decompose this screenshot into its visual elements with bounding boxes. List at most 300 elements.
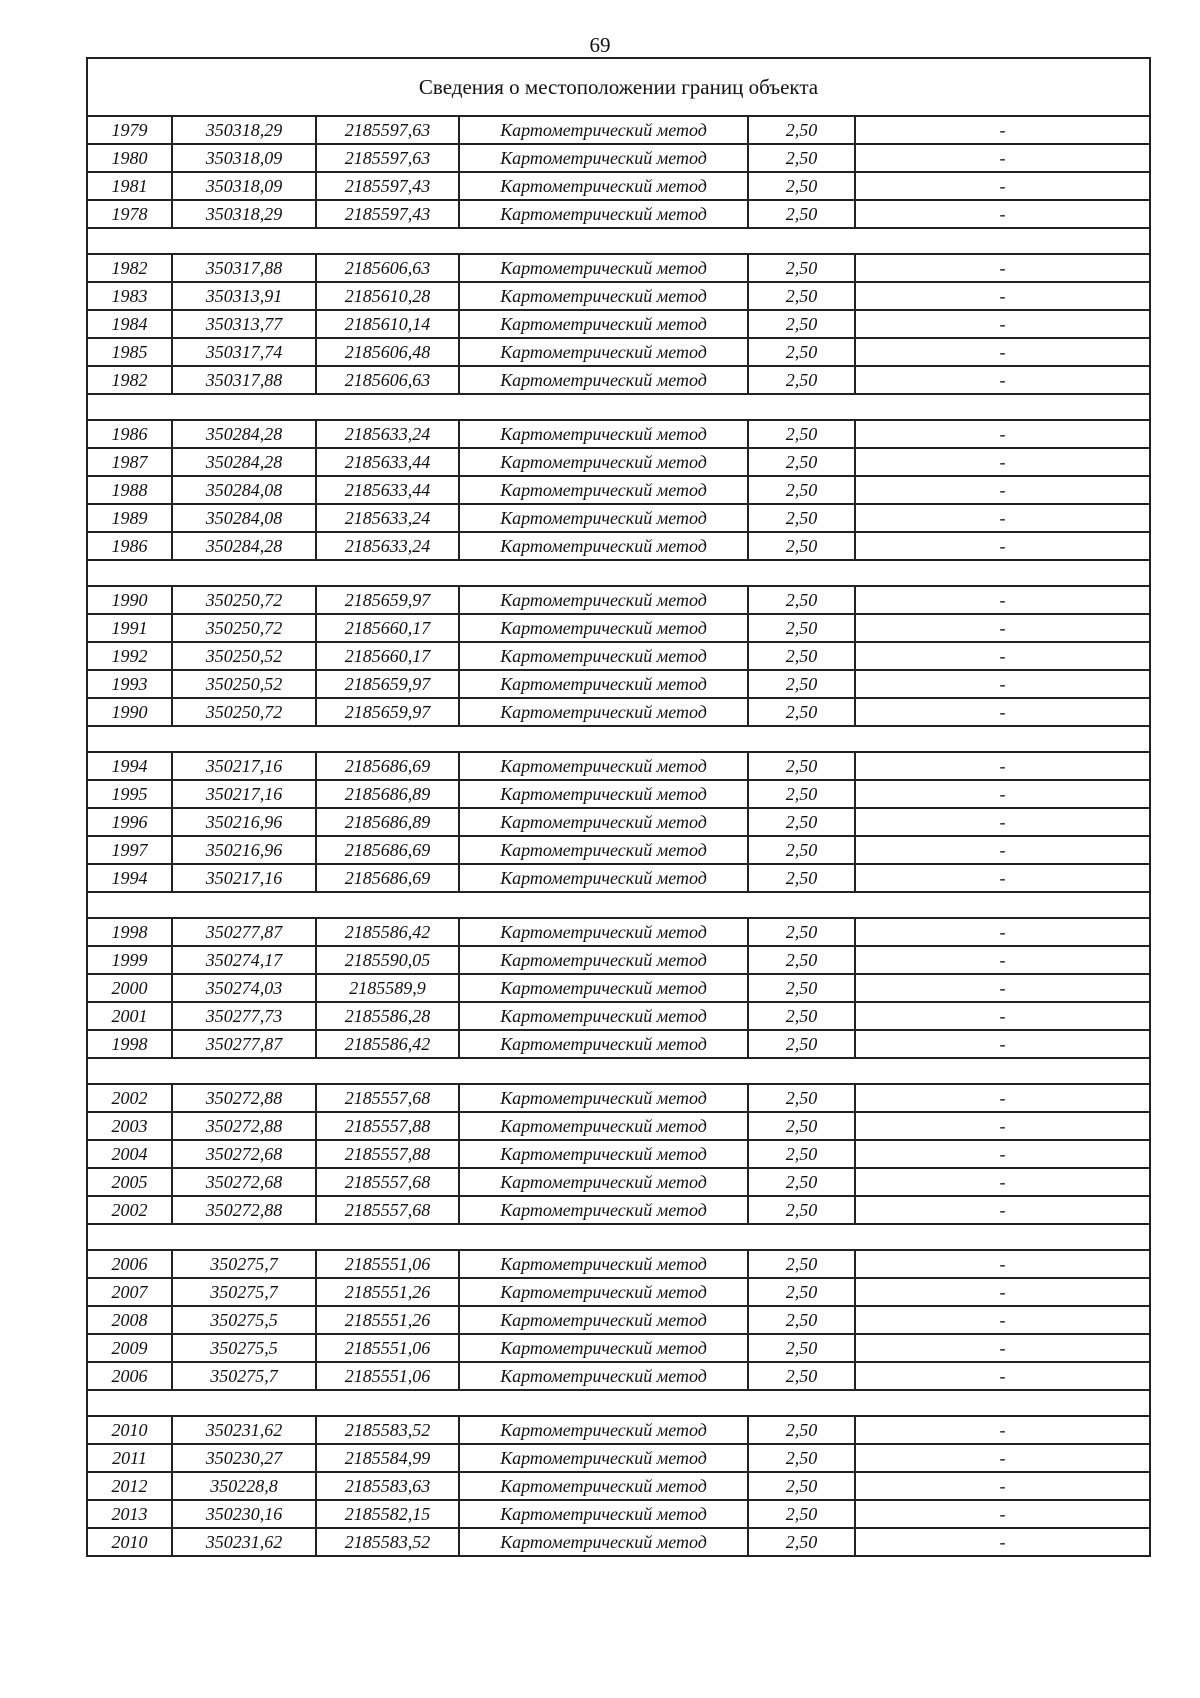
method-cell: Картометрический метод — [459, 1002, 748, 1030]
description-cell: - — [855, 1168, 1150, 1196]
description-cell: - — [855, 1306, 1150, 1334]
y-coordinate-cell: 2185659,97 — [316, 670, 459, 698]
description-cell: - — [855, 1334, 1150, 1362]
point-number-cell: 2004 — [87, 1140, 172, 1168]
method-cell: Картометрический метод — [459, 1084, 748, 1112]
page-number: 69 — [589, 33, 611, 57]
method-cell: Картометрический метод — [459, 172, 748, 200]
table-row — [87, 366, 1150, 394]
x-coordinate-cell: 350275,7 — [172, 1250, 316, 1278]
y-coordinate-cell: 2185583,52 — [316, 1528, 459, 1556]
accuracy-cell: 2,50 — [748, 310, 855, 338]
group-separator-row — [87, 228, 1150, 254]
group-separator-row — [87, 892, 1150, 918]
x-coordinate-cell: 350284,28 — [172, 448, 316, 476]
description-cell: - — [855, 366, 1150, 394]
point-number-cell: 1992 — [87, 642, 172, 670]
accuracy-cell: 2,50 — [748, 808, 855, 836]
x-coordinate-cell: 350216,96 — [172, 808, 316, 836]
method-cell: Картометрический метод — [459, 476, 748, 504]
method-cell: Картометрический метод — [459, 670, 748, 698]
x-coordinate-cell: 350317,88 — [172, 366, 316, 394]
point-number-cell: 1999 — [87, 946, 172, 974]
table-row — [87, 1416, 1150, 1444]
y-coordinate-cell: 2185633,44 — [316, 448, 459, 476]
y-coordinate-cell: 2185586,42 — [316, 918, 459, 946]
y-coordinate-cell: 2185557,68 — [316, 1196, 459, 1224]
x-coordinate-cell: 350277,73 — [172, 1002, 316, 1030]
accuracy-cell: 2,50 — [748, 1112, 855, 1140]
description-cell: - — [855, 1472, 1150, 1500]
accuracy-cell: 2,50 — [748, 1528, 855, 1556]
point-number-cell: 2006 — [87, 1250, 172, 1278]
accuracy-cell: 2,50 — [748, 698, 855, 726]
table-row — [87, 254, 1150, 282]
y-coordinate-cell: 2185557,68 — [316, 1168, 459, 1196]
table-row — [87, 864, 1150, 892]
point-number-cell: 1985 — [87, 338, 172, 366]
method-cell: Картометрический метод — [459, 282, 748, 310]
point-number-cell: 1978 — [87, 200, 172, 228]
accuracy-cell: 2,50 — [748, 532, 855, 560]
method-cell: Картометрический метод — [459, 1168, 748, 1196]
y-coordinate-cell: 2185633,44 — [316, 476, 459, 504]
table-body — [87, 58, 1150, 1556]
y-coordinate-cell: 2185597,43 — [316, 200, 459, 228]
x-coordinate-cell: 350216,96 — [172, 836, 316, 864]
group-separator-row — [87, 1390, 1150, 1416]
y-coordinate-cell: 2185686,69 — [316, 864, 459, 892]
x-coordinate-cell: 350217,16 — [172, 864, 316, 892]
point-number-cell: 1990 — [87, 698, 172, 726]
table-row — [87, 1306, 1150, 1334]
accuracy-cell: 2,50 — [748, 670, 855, 698]
table-row — [87, 1140, 1150, 1168]
group-separator-row — [87, 394, 1150, 420]
table-row — [87, 504, 1150, 532]
point-number-cell: 1995 — [87, 780, 172, 808]
x-coordinate-cell: 350274,03 — [172, 974, 316, 1002]
method-cell: Картометрический метод — [459, 1250, 748, 1278]
table-row — [87, 1168, 1150, 1196]
description-cell: - — [855, 1278, 1150, 1306]
point-number-cell: 1990 — [87, 586, 172, 614]
point-number-cell: 2012 — [87, 1472, 172, 1500]
description-cell: - — [855, 1030, 1150, 1058]
table-row — [87, 1500, 1150, 1528]
description-cell: - — [855, 144, 1150, 172]
accuracy-cell: 2,50 — [748, 1362, 855, 1390]
y-coordinate-cell: 2185686,69 — [316, 752, 459, 780]
y-coordinate-cell: 2185597,63 — [316, 144, 459, 172]
y-coordinate-cell: 2185659,97 — [316, 698, 459, 726]
description-cell: - — [855, 1528, 1150, 1556]
y-coordinate-cell: 2185633,24 — [316, 420, 459, 448]
y-coordinate-cell: 2185586,42 — [316, 1030, 459, 1058]
point-number-cell: 2009 — [87, 1334, 172, 1362]
y-coordinate-cell: 2185686,89 — [316, 780, 459, 808]
x-coordinate-cell: 350318,29 — [172, 200, 316, 228]
accuracy-cell: 2,50 — [748, 642, 855, 670]
method-cell: Картометрический метод — [459, 310, 748, 338]
x-coordinate-cell: 350318,09 — [172, 172, 316, 200]
description-cell: - — [855, 1250, 1150, 1278]
description-cell: - — [855, 1362, 1150, 1390]
description-cell: - — [855, 1416, 1150, 1444]
x-coordinate-cell: 350284,28 — [172, 532, 316, 560]
point-number-cell: 1981 — [87, 172, 172, 200]
accuracy-cell: 2,50 — [748, 448, 855, 476]
method-cell: Картометрический метод — [459, 1030, 748, 1058]
description-cell: - — [855, 780, 1150, 808]
method-cell: Картометрический метод — [459, 780, 748, 808]
method-cell: Картометрический метод — [459, 504, 748, 532]
accuracy-cell: 2,50 — [748, 864, 855, 892]
accuracy-cell: 2,50 — [748, 282, 855, 310]
table-row — [87, 172, 1150, 200]
point-number-cell: 2013 — [87, 1500, 172, 1528]
accuracy-cell: 2,50 — [748, 614, 855, 642]
table-row — [87, 1334, 1150, 1362]
table-row — [87, 448, 1150, 476]
point-number-cell: 1991 — [87, 614, 172, 642]
table-row — [87, 420, 1150, 448]
method-cell: Картометрический метод — [459, 836, 748, 864]
group-separator-cell — [87, 1224, 1150, 1250]
table-row — [87, 752, 1150, 780]
table-row — [87, 780, 1150, 808]
description-cell: - — [855, 752, 1150, 780]
x-coordinate-cell: 350272,68 — [172, 1140, 316, 1168]
group-separator-row — [87, 1058, 1150, 1084]
x-coordinate-cell: 350275,5 — [172, 1306, 316, 1334]
accuracy-cell: 2,50 — [748, 1084, 855, 1112]
method-cell: Картометрический метод — [459, 1196, 748, 1224]
point-number-cell: 1980 — [87, 144, 172, 172]
point-number-cell: 2011 — [87, 1444, 172, 1472]
accuracy-cell: 2,50 — [748, 1250, 855, 1278]
accuracy-cell: 2,50 — [748, 1472, 855, 1500]
table-row — [87, 200, 1150, 228]
table-row — [87, 1472, 1150, 1500]
method-cell: Картометрический метод — [459, 448, 748, 476]
description-cell: - — [855, 974, 1150, 1002]
table-row — [87, 1112, 1150, 1140]
x-coordinate-cell: 350228,8 — [172, 1472, 316, 1500]
accuracy-cell: 2,50 — [748, 116, 855, 144]
x-coordinate-cell: 350272,68 — [172, 1168, 316, 1196]
table-row — [87, 1528, 1150, 1556]
point-number-cell: 1983 — [87, 282, 172, 310]
method-cell: Картометрический метод — [459, 254, 748, 282]
method-cell: Картометрический метод — [459, 1528, 748, 1556]
x-coordinate-cell: 350275,7 — [172, 1362, 316, 1390]
table-row — [87, 614, 1150, 642]
table-title-row — [87, 58, 1150, 116]
y-coordinate-cell: 2185557,88 — [316, 1140, 459, 1168]
method-cell: Картометрический метод — [459, 974, 748, 1002]
point-number-cell: 1996 — [87, 808, 172, 836]
accuracy-cell: 2,50 — [748, 366, 855, 394]
point-number-cell: 2000 — [87, 974, 172, 1002]
y-coordinate-cell: 2185551,26 — [316, 1306, 459, 1334]
x-coordinate-cell: 350231,62 — [172, 1416, 316, 1444]
table-row — [87, 1002, 1150, 1030]
table-row — [87, 918, 1150, 946]
description-cell: - — [855, 1500, 1150, 1528]
group-separator-cell — [87, 892, 1150, 918]
x-coordinate-cell: 350318,29 — [172, 116, 316, 144]
method-cell: Картометрический метод — [459, 1472, 748, 1500]
description-cell: - — [855, 946, 1150, 974]
y-coordinate-cell: 2185557,68 — [316, 1084, 459, 1112]
x-coordinate-cell: 350313,77 — [172, 310, 316, 338]
table-row — [87, 946, 1150, 974]
point-number-cell: 1989 — [87, 504, 172, 532]
y-coordinate-cell: 2185606,63 — [316, 366, 459, 394]
accuracy-cell: 2,50 — [748, 836, 855, 864]
x-coordinate-cell: 350317,74 — [172, 338, 316, 366]
group-separator-cell — [87, 1390, 1150, 1416]
point-number-cell: 1994 — [87, 864, 172, 892]
x-coordinate-cell: 350275,7 — [172, 1278, 316, 1306]
description-cell: - — [855, 1444, 1150, 1472]
table-row — [87, 1030, 1150, 1058]
y-coordinate-cell: 2185686,89 — [316, 808, 459, 836]
point-number-cell: 2001 — [87, 1002, 172, 1030]
method-cell: Картометрический метод — [459, 1306, 748, 1334]
point-number-cell: 2007 — [87, 1278, 172, 1306]
method-cell: Картометрический метод — [459, 200, 748, 228]
x-coordinate-cell: 350272,88 — [172, 1112, 316, 1140]
accuracy-cell: 2,50 — [748, 254, 855, 282]
table-row — [87, 1084, 1150, 1112]
x-coordinate-cell: 350274,17 — [172, 946, 316, 974]
y-coordinate-cell: 2185557,88 — [316, 1112, 459, 1140]
x-coordinate-cell: 350250,52 — [172, 670, 316, 698]
y-coordinate-cell: 2185551,06 — [316, 1334, 459, 1362]
accuracy-cell: 2,50 — [748, 1444, 855, 1472]
point-number-cell: 1986 — [87, 532, 172, 560]
point-number-cell: 1998 — [87, 1030, 172, 1058]
method-cell: Картометрический метод — [459, 614, 748, 642]
point-number-cell: 1988 — [87, 476, 172, 504]
method-cell: Картометрический метод — [459, 1362, 748, 1390]
method-cell: Картометрический метод — [459, 752, 748, 780]
accuracy-cell: 2,50 — [748, 200, 855, 228]
method-cell: Картометрический метод — [459, 642, 748, 670]
accuracy-cell: 2,50 — [748, 504, 855, 532]
table-row — [87, 642, 1150, 670]
group-separator-cell — [87, 560, 1150, 586]
description-cell: - — [855, 698, 1150, 726]
y-coordinate-cell: 2185610,14 — [316, 310, 459, 338]
accuracy-cell: 2,50 — [748, 144, 855, 172]
method-cell: Картометрический метод — [459, 1334, 748, 1362]
x-coordinate-cell: 350230,27 — [172, 1444, 316, 1472]
accuracy-cell: 2,50 — [748, 946, 855, 974]
group-separator-row — [87, 726, 1150, 752]
group-separator-cell — [87, 726, 1150, 752]
accuracy-cell: 2,50 — [748, 918, 855, 946]
accuracy-cell: 2,50 — [748, 1196, 855, 1224]
x-coordinate-cell: 350250,52 — [172, 642, 316, 670]
table-row — [87, 116, 1150, 144]
group-separator-row — [87, 1224, 1150, 1250]
point-number-cell: 1979 — [87, 116, 172, 144]
x-coordinate-cell: 350313,91 — [172, 282, 316, 310]
point-number-cell: 2010 — [87, 1528, 172, 1556]
x-coordinate-cell: 350217,16 — [172, 780, 316, 808]
y-coordinate-cell: 2185551,06 — [316, 1250, 459, 1278]
description-cell: - — [855, 918, 1150, 946]
y-coordinate-cell: 2185583,63 — [316, 1472, 459, 1500]
description-cell: - — [855, 420, 1150, 448]
method-cell: Картометрический метод — [459, 918, 748, 946]
group-separator-row — [87, 560, 1150, 586]
point-number-cell: 2006 — [87, 1362, 172, 1390]
y-coordinate-cell: 2185597,63 — [316, 116, 459, 144]
y-coordinate-cell: 2185633,24 — [316, 532, 459, 560]
description-cell: - — [855, 642, 1150, 670]
method-cell: Картометрический метод — [459, 366, 748, 394]
group-separator-cell — [87, 1058, 1150, 1084]
point-number-cell: 1982 — [87, 366, 172, 394]
description-cell: - — [855, 1002, 1150, 1030]
table-row — [87, 282, 1150, 310]
y-coordinate-cell: 2185597,43 — [316, 172, 459, 200]
accuracy-cell: 2,50 — [748, 752, 855, 780]
table-row — [87, 836, 1150, 864]
point-number-cell: 2003 — [87, 1112, 172, 1140]
description-cell: - — [855, 172, 1150, 200]
accuracy-cell: 2,50 — [748, 1278, 855, 1306]
y-coordinate-cell: 2185582,15 — [316, 1500, 459, 1528]
method-cell: Картометрический метод — [459, 698, 748, 726]
point-number-cell: 1987 — [87, 448, 172, 476]
point-number-cell: 1986 — [87, 420, 172, 448]
description-cell: - — [855, 200, 1150, 228]
x-coordinate-cell: 350250,72 — [172, 586, 316, 614]
method-cell: Картометрический метод — [459, 1278, 748, 1306]
table-row — [87, 698, 1150, 726]
accuracy-cell: 2,50 — [748, 1168, 855, 1196]
point-number-cell: 2008 — [87, 1306, 172, 1334]
point-number-cell: 2002 — [87, 1084, 172, 1112]
method-cell: Картометрический метод — [459, 420, 748, 448]
y-coordinate-cell: 2185586,28 — [316, 1002, 459, 1030]
table-row — [87, 1196, 1150, 1224]
method-cell: Картометрический метод — [459, 338, 748, 366]
x-coordinate-cell: 350272,88 — [172, 1084, 316, 1112]
description-cell: - — [855, 532, 1150, 560]
table-row — [87, 974, 1150, 1002]
x-coordinate-cell: 350284,28 — [172, 420, 316, 448]
accuracy-cell: 2,50 — [748, 338, 855, 366]
description-cell: - — [855, 504, 1150, 532]
description-cell: - — [855, 338, 1150, 366]
y-coordinate-cell: 2185659,97 — [316, 586, 459, 614]
point-number-cell: 1998 — [87, 918, 172, 946]
table-row — [87, 808, 1150, 836]
method-cell: Картометрический метод — [459, 946, 748, 974]
y-coordinate-cell: 2185686,69 — [316, 836, 459, 864]
method-cell: Картометрический метод — [459, 864, 748, 892]
description-cell: - — [855, 586, 1150, 614]
method-cell: Картометрический метод — [459, 1140, 748, 1168]
point-number-cell: 1994 — [87, 752, 172, 780]
x-coordinate-cell: 350272,88 — [172, 1196, 316, 1224]
description-cell: - — [855, 476, 1150, 504]
table-title: Сведения о местоположении границ объекта — [87, 58, 1150, 116]
accuracy-cell: 2,50 — [748, 420, 855, 448]
description-cell: - — [855, 808, 1150, 836]
method-cell: Картометрический метод — [459, 116, 748, 144]
method-cell: Картометрический метод — [459, 144, 748, 172]
x-coordinate-cell: 350277,87 — [172, 1030, 316, 1058]
boundary-coordinates-table — [86, 57, 1151, 1557]
point-number-cell: 1997 — [87, 836, 172, 864]
description-cell: - — [855, 282, 1150, 310]
table-row — [87, 476, 1150, 504]
description-cell: - — [855, 116, 1150, 144]
y-coordinate-cell: 2185589,9 — [316, 974, 459, 1002]
table-row — [87, 1444, 1150, 1472]
description-cell: - — [855, 864, 1150, 892]
accuracy-cell: 2,50 — [748, 780, 855, 808]
accuracy-cell: 2,50 — [748, 974, 855, 1002]
description-cell: - — [855, 254, 1150, 282]
y-coordinate-cell: 2185590,05 — [316, 946, 459, 974]
y-coordinate-cell: 2185583,52 — [316, 1416, 459, 1444]
accuracy-cell: 2,50 — [748, 1030, 855, 1058]
accuracy-cell: 2,50 — [748, 1334, 855, 1362]
accuracy-cell: 2,50 — [748, 1002, 855, 1030]
method-cell: Картометрический метод — [459, 1416, 748, 1444]
y-coordinate-cell: 2185551,26 — [316, 1278, 459, 1306]
description-cell: - — [855, 836, 1150, 864]
description-cell: - — [855, 1196, 1150, 1224]
point-number-cell: 2010 — [87, 1416, 172, 1444]
table-row — [87, 310, 1150, 338]
description-cell: - — [855, 448, 1150, 476]
x-coordinate-cell: 350250,72 — [172, 614, 316, 642]
table-row — [87, 144, 1150, 172]
point-number-cell: 1993 — [87, 670, 172, 698]
table-row — [87, 670, 1150, 698]
accuracy-cell: 2,50 — [748, 1306, 855, 1334]
accuracy-cell: 2,50 — [748, 172, 855, 200]
table-row — [87, 532, 1150, 560]
y-coordinate-cell: 2185660,17 — [316, 614, 459, 642]
table-row — [87, 586, 1150, 614]
table-row — [87, 1278, 1150, 1306]
x-coordinate-cell: 350317,88 — [172, 254, 316, 282]
point-number-cell: 1982 — [87, 254, 172, 282]
accuracy-cell: 2,50 — [748, 586, 855, 614]
x-coordinate-cell: 350277,87 — [172, 918, 316, 946]
description-cell: - — [855, 614, 1150, 642]
accuracy-cell: 2,50 — [748, 1140, 855, 1168]
method-cell: Картометрический метод — [459, 1500, 748, 1528]
y-coordinate-cell: 2185633,24 — [316, 504, 459, 532]
x-coordinate-cell: 350275,5 — [172, 1334, 316, 1362]
group-separator-cell — [87, 228, 1150, 254]
x-coordinate-cell: 350284,08 — [172, 504, 316, 532]
y-coordinate-cell: 2185606,48 — [316, 338, 459, 366]
accuracy-cell: 2,50 — [748, 1416, 855, 1444]
description-cell: - — [855, 1140, 1150, 1168]
